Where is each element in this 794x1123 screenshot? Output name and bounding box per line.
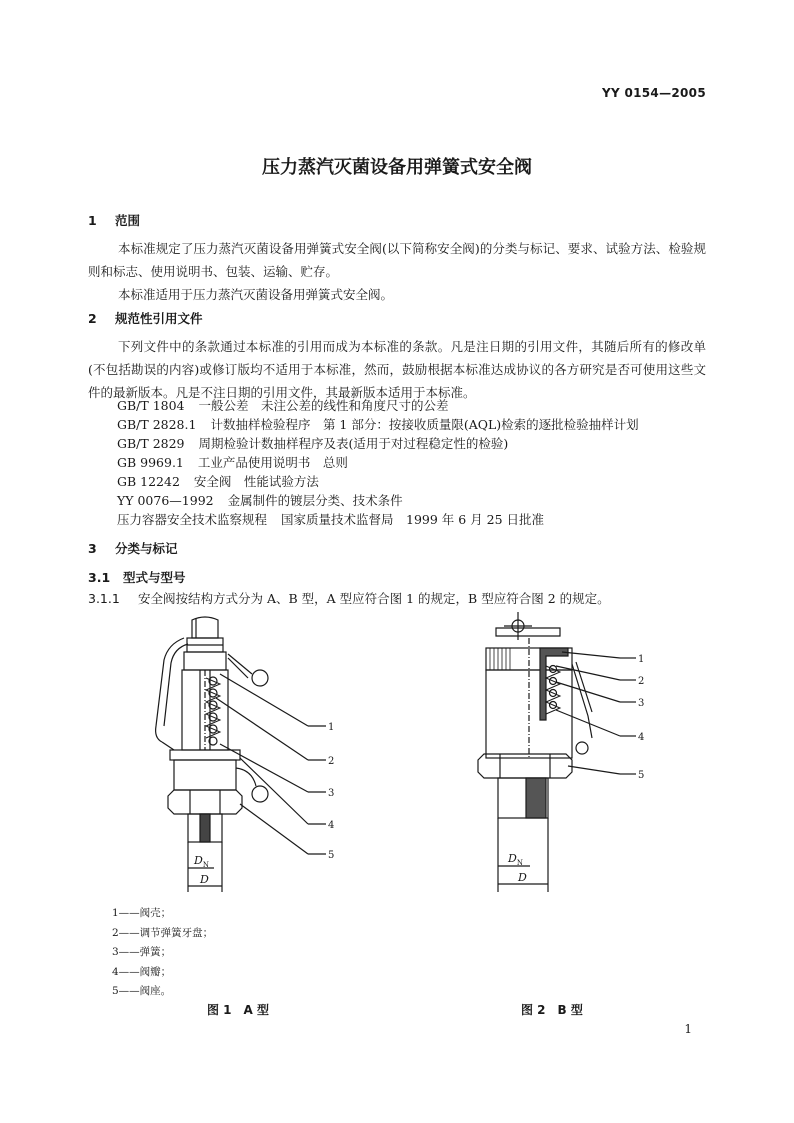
reference-text: 安全阀 性能试验方法 [193,474,319,489]
section-number: 3.1 [88,570,111,585]
reference-code: GB/T 2829 [117,436,185,451]
clause-number: 3.1.1 [88,591,120,606]
section-number: 1 [88,213,97,228]
section-3-heading [88,539,178,557]
section-title: 分类与标记 [115,541,178,556]
reference-item [117,434,508,454]
section-2-paragraph-1: 下列文件中的条款通过本标准的引用而成为本标准的条款。凡是注日期的引用文件，其随后所有的修改单(不包括勘误的内容)或修订版均不适用于本标准，然而，鼓励根据本标准达成协议的各方研究是否可使用这些文件的最新版本。凡是不注日期的引用文件，其最新版本适用于本标准。 [88,339,706,400]
section-1-paragraph-1: 本标准规定了压力蒸汽灭菌设备用弹簧式安全阀(以下简称安全阀)的分类与标记、要求、试验方法、检验规则和标志、使用说明书、包装、运输、贮存。 [88,241,706,279]
legend-item: 3——弹簧； [112,946,172,958]
reference-text: 周期检验计数抽样程序及表(适用于对过程稳定性的检验) [198,436,509,451]
dim-dn-main: D [194,854,203,867]
figure-1-dim-d: D [200,873,209,886]
figure-1-callout-4: 4 [328,820,335,831]
section-title: 型式与型号 [123,570,186,585]
reference-code: YY 0076—1992 [117,493,214,508]
figure-1-dim-dn [193,854,209,869]
section-title: 范围 [115,213,141,228]
document-title: 压力蒸汽灭菌设备用弹簧式安全阀 [262,157,532,178]
figure-2-callout-1: 1 [638,654,645,665]
figure-2-callout-5: 5 [638,770,645,781]
reference-text: 计数抽样检验程序 第 1 部分：按接收质量限(AQL)检索的逐批检验抽样计划 [210,417,639,432]
legend-item: 2——调节弹簧牙盘； [112,926,214,939]
reference-item [117,415,639,435]
section-1-heading [88,211,140,229]
reference-text: 工业产品使用说明书 总则 [197,455,348,470]
section-number: 3 [88,541,97,556]
dim-dn-main: D [508,852,517,865]
figure-1-caption: 图 1 A 型 [207,1003,269,1017]
figure-2-callout-2: 2 [638,676,645,687]
clause-3-1-1 [88,589,610,607]
legend-item: 4——阀瓣； [112,965,172,978]
reference-code: GB/T 2828.1 [117,417,197,432]
dim-dn-sub: N [202,861,209,869]
figure-2-callout-4: 4 [638,732,645,743]
figure-1-callout-1: 1 [328,722,335,733]
section-number: 2 [88,311,97,326]
section-1-paragraph-2: 本标准适用于压力蒸汽灭菌设备用弹簧式安全阀。 [118,287,394,302]
figure-2-drawing [470,608,650,893]
reference-item [117,453,348,473]
reference-item [117,491,403,511]
section-title: 规范性引用文件 [115,311,203,326]
figure-1-drawing [140,608,340,893]
figure-1-callout-2: 2 [328,756,335,767]
reference-code: GB 12242 [117,474,180,489]
figure-legend [112,904,213,1002]
clause-text: 安全阀按结构方式分为 A、B 型，A 型应符合图 1 的规定，B 型应符合图 2 的规定。 [138,591,610,606]
dim-dn-sub: N [516,859,523,867]
subsection-3-1-heading [88,568,186,586]
page-number: 1 [684,1022,692,1036]
reference-code: GB/T 1804 [117,398,185,413]
reference-item [117,396,449,416]
legend-item: 1——阀壳； [112,907,172,919]
reference-code: GB 9969.1 [117,455,184,470]
figure-2-caption: 图 2 B 型 [521,1003,583,1017]
figure-2-dim-d: D [518,871,527,884]
figure-1-callout-3: 3 [328,788,335,799]
reference-item [117,510,544,530]
reference-text: 一般公差 未注公差的线性和角度尺寸的公差 [198,398,449,413]
reference-text: 国家质量技术监督局 1999 年 6 月 25 日批准 [281,512,545,527]
reference-text: 金属制件的镀层分类、技术条件 [227,493,403,508]
section-2-heading [88,309,203,327]
figure-2-dim-dn [507,852,523,867]
figure-1-callout-5: 5 [328,850,335,861]
figure-2-callout-3: 3 [638,698,645,709]
reference-item [117,472,319,492]
legend-item: 5——阀座。 [112,985,172,997]
reference-code: 压力容器安全技术监察规程 [117,512,268,527]
standard-number: YY 0154—2005 [602,86,706,100]
